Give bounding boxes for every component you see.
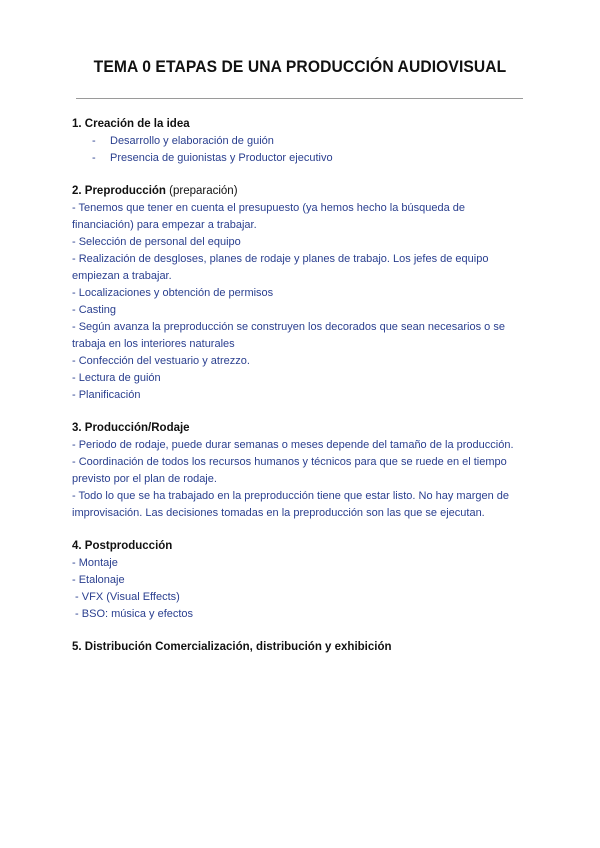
- list-item: - Realización de desgloses, planes de rodaje y planes de trabajo. Los jefes de equipo empiezan a trabajar.: [72, 253, 489, 282]
- list-item: - Localizaciones y obtención de permisos: [72, 287, 274, 299]
- list-item: - Casting: [72, 304, 117, 316]
- title-divider: [76, 98, 523, 99]
- list-item: - Etalonaje: [72, 574, 125, 586]
- list-item: - Confección del vestuario y atrezzo.: [72, 355, 250, 367]
- section-3-heading: 3. Producción/Rodaje: [72, 422, 190, 434]
- section-1-bullet: [72, 150, 522, 167]
- list-item: - VFX (Visual Effects): [72, 591, 180, 603]
- section-5-heading: 5. Distribución Comercialización, distribución y exhibición: [72, 641, 392, 653]
- section-1-heading: 1. Creación de la idea: [72, 118, 190, 130]
- section-4-heading: 4. Postproducción: [72, 540, 173, 552]
- bullet-text: Desarrollo y elaboración de guión: [110, 135, 274, 147]
- list-item: - Según avanza la preproducción se construyen los decorados que sean necesarios o se trabaja en los interiores naturales: [72, 321, 505, 350]
- list-item: - Selección de personal del equipo: [72, 236, 241, 248]
- list-item: - Coordinación de todos los recursos humanos y técnicos para que se ruede en el tiempo previsto por el plan de rodaje.: [72, 456, 507, 485]
- list-item: - Tenemos que tener en cuenta el presupuesto (ya hemos hecho la búsqueda de financiación) para empezar a trabajar.: [72, 202, 466, 231]
- bullet-dash: -: [92, 135, 96, 147]
- list-item: - Periodo de rodaje, puede durar semanas o meses depende del tamaño de la producción.: [72, 439, 514, 451]
- list-item: - Planificación: [72, 389, 141, 401]
- list-item: - Lectura de guión: [72, 372, 161, 384]
- list-item: - Montaje: [72, 557, 118, 569]
- list-item: - BSO: música y efectos: [72, 608, 194, 620]
- section-2-heading-suffix: (preparación): [169, 185, 238, 197]
- list-item: - Todo lo que se ha trabajado en la preproducción tiene que estar listo. No hay margen de improvisación. Las decisiones tomadas en la preproducción son las que se ejecutan.: [72, 490, 510, 519]
- bullet-text: Presencia de guionistas y Productor ejecutivo: [110, 152, 333, 164]
- section-2-heading: [72, 183, 522, 200]
- document-title: TEMA 0 ETAPAS DE UNA PRODUCCIÓN AUDIOVISUAL: [93, 57, 507, 76]
- bullet-dash: -: [92, 152, 96, 164]
- section-2-heading-text: 2. Preproducción: [72, 185, 166, 197]
- document-body: [72, 116, 522, 656]
- section-1-bullet: [72, 133, 522, 150]
